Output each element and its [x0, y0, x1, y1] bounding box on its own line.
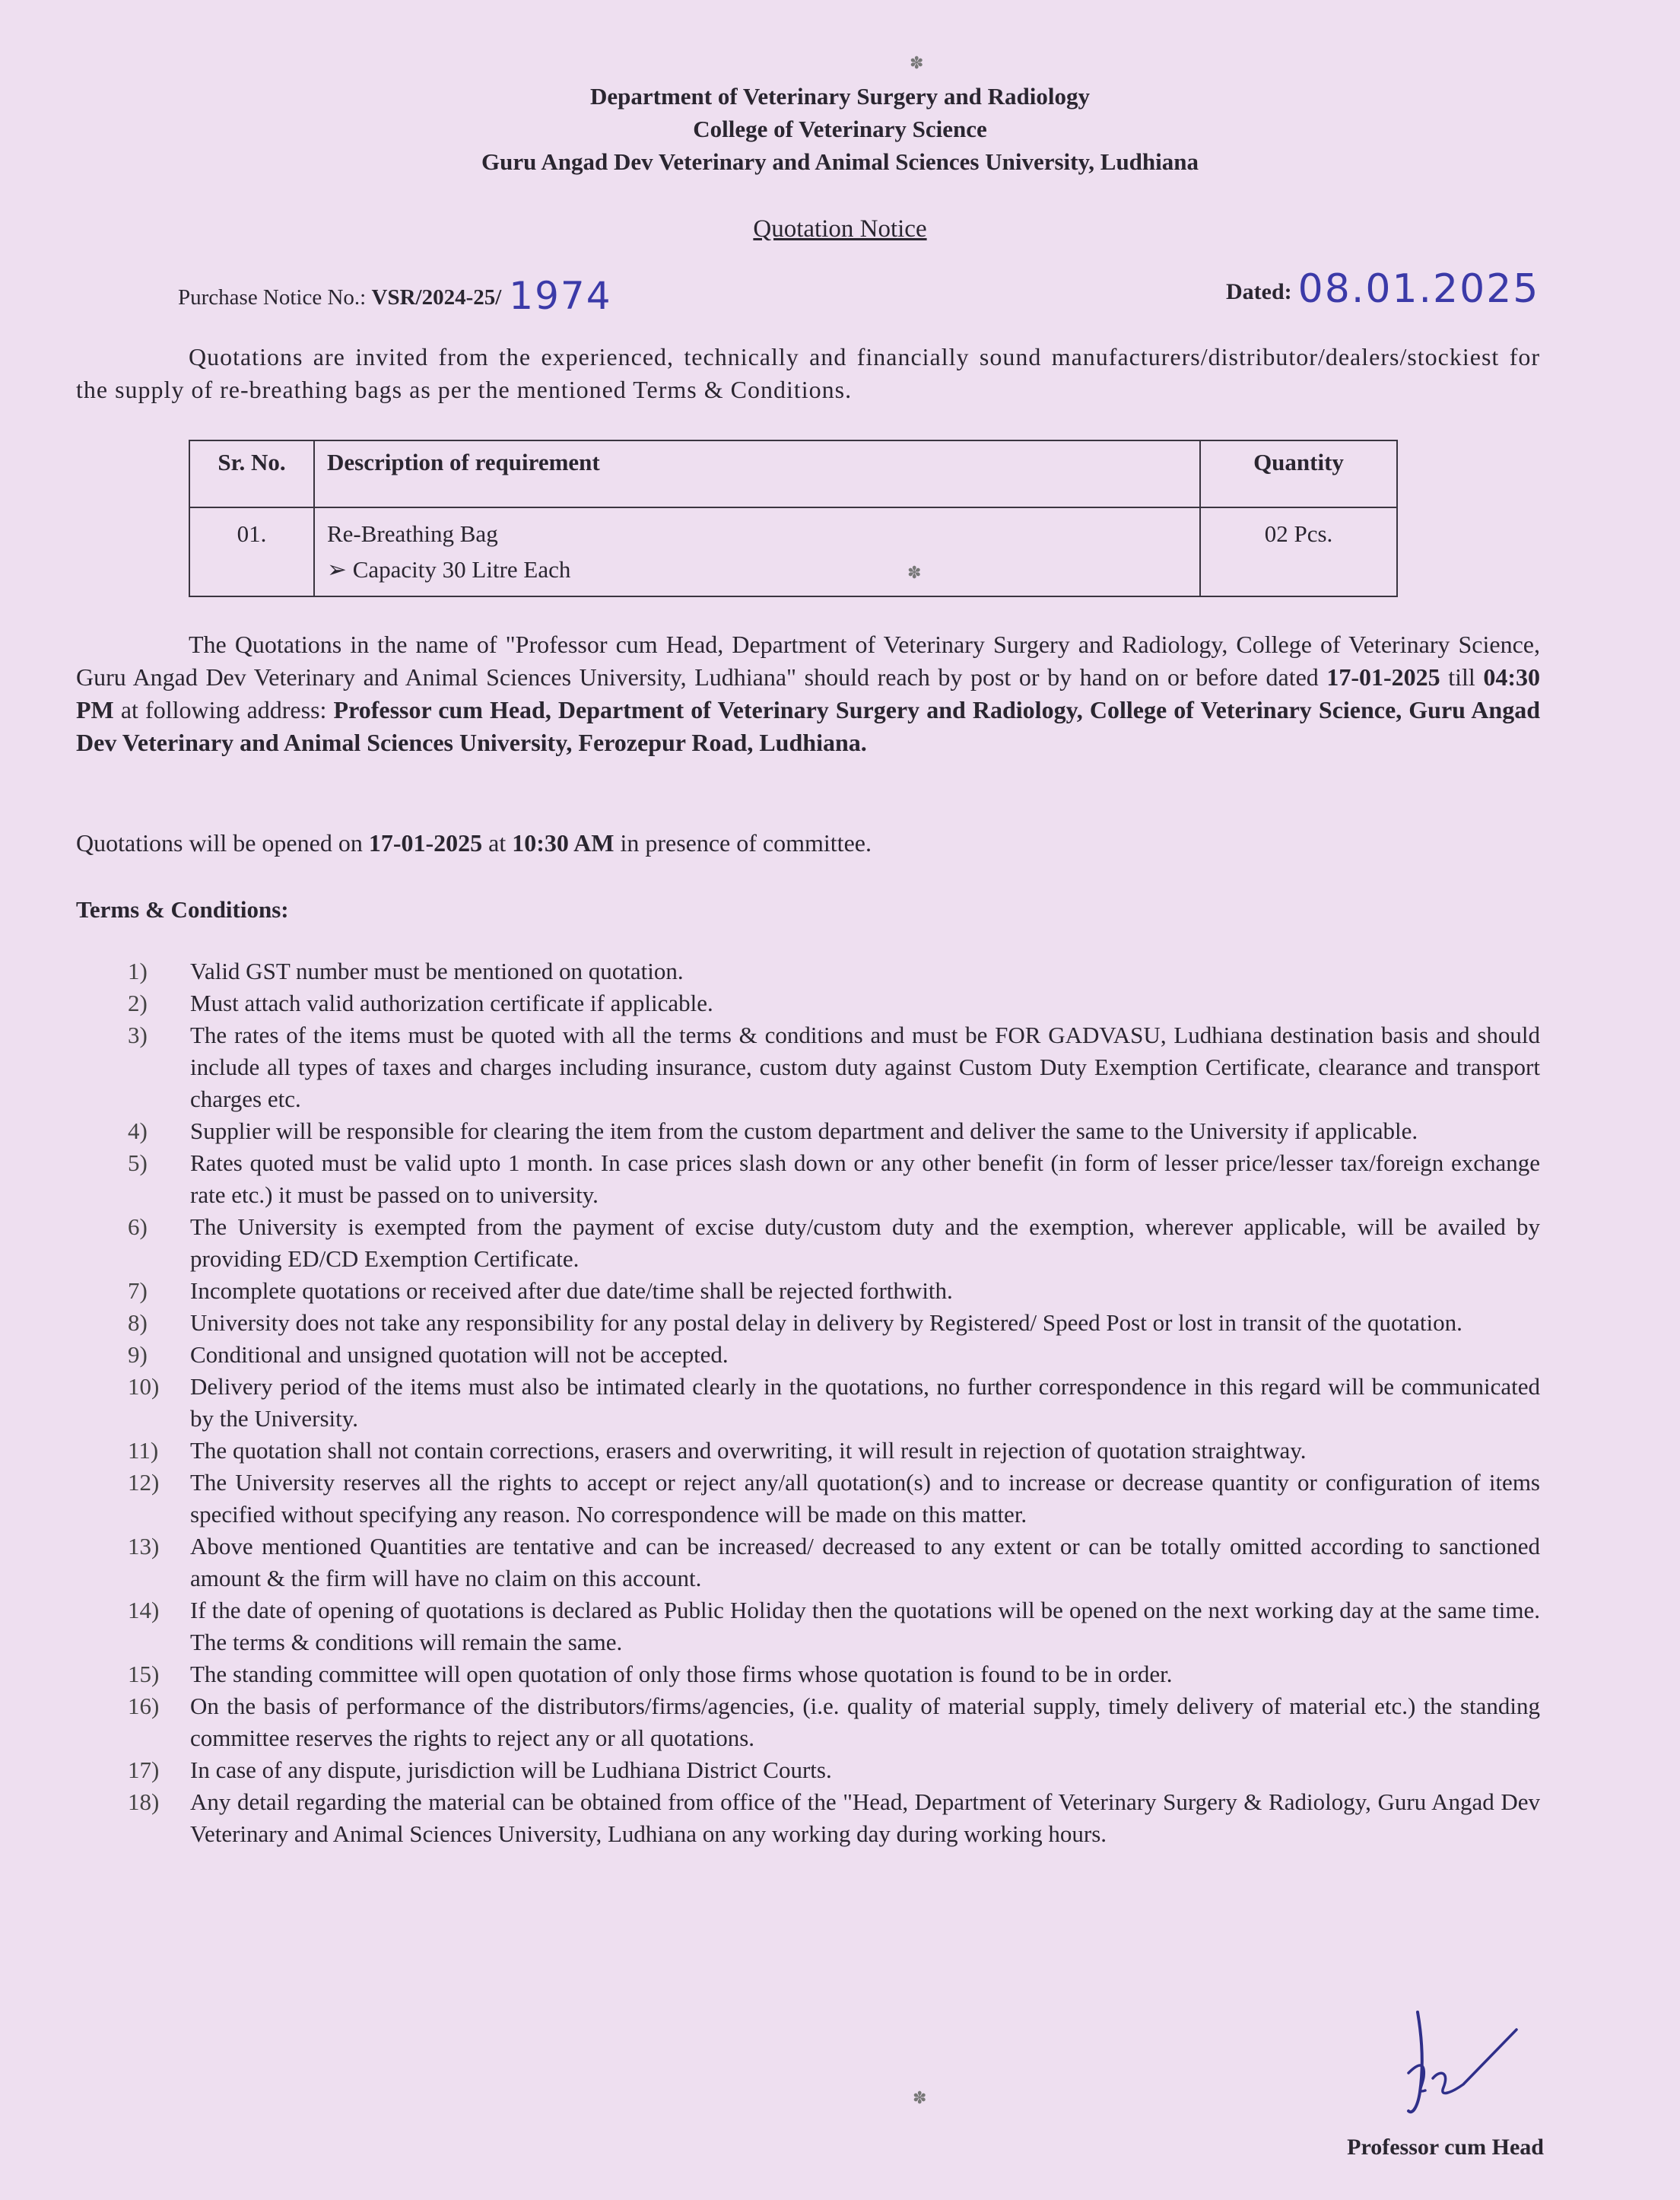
term-number: 16)	[128, 1693, 160, 1719]
handwritten-notice-number: 1974	[509, 274, 612, 318]
table-header-row	[189, 440, 1397, 507]
term-number: 18)	[128, 1788, 160, 1815]
term-number: 9)	[128, 1341, 148, 1368]
list-item	[76, 1307, 1540, 1339]
term-number: 7)	[128, 1277, 148, 1304]
term-number: 14)	[128, 1597, 160, 1623]
term-text: Rates quoted must be valid upto 1 month. In case prices slash down or any other benefit (in form of lesser price/lesser tax/foreign exchange rate etc.) it must be passed on to university.	[190, 1149, 1540, 1208]
list-item	[76, 1275, 1540, 1307]
submission-time: 04:30 PM	[76, 663, 1540, 723]
header-quantity: Quantity	[1200, 440, 1397, 507]
university-name: Guru Angad Dev Veterinary and Animal Sciences University, Ludhiana	[481, 148, 1199, 175]
term-text: The rates of the items must be quoted with all the terms & conditions and must be FOR GADVASU, Ludhiana destination basis and should include all types of taxes and charges including insurance, custom duty against Custom Duty Exemption Certificate, clearance and transport charges etc.	[190, 1022, 1540, 1112]
cell-sr-no: 01.	[189, 507, 314, 596]
term-number: 2)	[128, 990, 148, 1016]
submission-text-2: till	[1440, 663, 1484, 691]
list-item	[76, 1339, 1540, 1371]
header-description: Description of requirement	[314, 440, 1200, 507]
term-number: 15)	[128, 1661, 160, 1687]
submission-text-1: The Quotations in the name of "Professor cum Head, Department of Veterinary Surgery and Radiology, College of Veterinary Science, Guru Angad Dev Veterinary and Animal Sciences University, Ludhiana" should reach by post or by hand on or before dated	[76, 631, 1540, 691]
list-item	[76, 1147, 1540, 1211]
list-item	[76, 955, 1540, 987]
department-name: Department of Veterinary Surgery and Radiology	[590, 83, 1090, 110]
list-item	[76, 1019, 1540, 1115]
term-text: If the date of opening of quotations is declared as Public Holiday then the quotations will be opened on the next working day at the same time. The terms & conditions will remain the same.	[190, 1597, 1540, 1655]
submission-text-3: at following address:	[113, 696, 334, 723]
list-item	[76, 1754, 1540, 1786]
term-text: Above mentioned Quantities are tentative and can be increased/ decreased to any extent or can be totally omitted according to sanctioned amount & the firm will have no claim on this account.	[190, 1533, 1540, 1591]
term-number: 8)	[128, 1309, 148, 1336]
term-text: Delivery period of the items must also be intimated clearly in the quotations, no further correspondence in this regard will be communicated by the University.	[190, 1373, 1540, 1432]
term-number: 11)	[128, 1437, 159, 1464]
list-item	[76, 1531, 1540, 1594]
scan-speck: ✽	[910, 53, 924, 72]
opening-time: 10:30 AM	[512, 829, 615, 857]
notice-title: Quotation Notice	[753, 215, 927, 243]
purchase-notice-label: Purchase Notice No.:	[178, 285, 367, 310]
dated-label: Dated:	[1226, 279, 1292, 304]
term-text: On the basis of performance of the distributors/firms/agencies, (i.e. quality of material supply, timely delivery of material etc.) the standing committee reserves the rights to reject any or all quotations.	[190, 1693, 1540, 1751]
term-text: The University reserves all the rights to accept or reject any/all quotation(s) and to increase or decrease quantity or configuration of items specified without specifying any reason. No correspondence will be made on this matter.	[190, 1469, 1540, 1528]
term-number: 1)	[128, 958, 148, 984]
term-text: University does not take any responsibility for any postal delay in delivery by Registered/ Speed Post or lost in transit of the quotation.	[190, 1309, 1462, 1336]
term-text: The standing committee will open quotation of only those firms whose quotation is found to be in order.	[190, 1661, 1173, 1687]
list-item	[76, 1658, 1540, 1690]
term-number: 13)	[128, 1533, 160, 1559]
intro-paragraph: Quotations are invited from the experienced, technically and financially sound manufacturers/distributor/dealers/stockiest for the supply of re-breathing bags as per the mentioned Terms & Conditions.	[76, 343, 1540, 403]
opening-text-3: in presence of committee.	[614, 829, 872, 857]
opening-text-2: at	[482, 829, 513, 857]
term-text: In case of any dispute, jurisdiction will be Ludhiana District Courts.	[190, 1757, 832, 1783]
list-item	[76, 1371, 1540, 1435]
term-number: 3)	[128, 1022, 148, 1048]
term-number: 5)	[128, 1149, 148, 1176]
term-number: 12)	[128, 1469, 160, 1496]
list-item	[76, 1690, 1540, 1754]
term-number: 17)	[128, 1757, 160, 1783]
opening-text-1: Quotations will be opened on	[76, 829, 369, 857]
term-text: Incomplete quotations or received after due date/time shall be rejected forthwith.	[190, 1277, 953, 1304]
requirement-table	[189, 440, 1398, 597]
list-item	[76, 1594, 1540, 1658]
notice-date	[1226, 266, 1539, 312]
list-item	[76, 1786, 1540, 1850]
term-text: Any detail regarding the material can be obtained from office of the "Head, Department of Veterinary Surgery & Radiology, Guru Angad Dev Veterinary and Animal Sciences University, Ludhiana on any working day during working hours.	[190, 1788, 1540, 1847]
handwritten-date: 08.01.2025	[1297, 266, 1540, 312]
term-number: 6)	[128, 1213, 148, 1240]
submission-address: Professor cum Head, Department of Veterinary Surgery and Radiology, College of Veterinary Science, Guru Angad Dev Veterinary and Animal Sciences University, Ferozepur Road, Ludhiana.	[76, 696, 1541, 756]
list-item	[76, 1115, 1540, 1147]
term-text: Conditional and unsigned quotation will not be accepted.	[190, 1341, 729, 1368]
terms-heading: Terms & Conditions:	[76, 896, 289, 923]
item-capacity: ➢ Capacity 30 Litre Each	[327, 556, 571, 583]
header-sr-no: Sr. No.	[189, 440, 314, 507]
term-number: 4)	[128, 1117, 148, 1144]
opening-paragraph	[76, 827, 1540, 860]
term-text: Must attach valid authorization certificate if applicable.	[190, 990, 713, 1016]
table-row	[189, 507, 1397, 596]
submission-paragraph	[76, 628, 1540, 759]
purchase-notice-number	[178, 274, 612, 318]
term-number: 10)	[128, 1373, 160, 1400]
item-name: Re-Breathing Bag	[327, 520, 498, 547]
submission-date: 17-01-2025	[1326, 663, 1440, 691]
cell-description	[314, 507, 1200, 596]
term-text: Valid GST number must be mentioned on quotation.	[190, 958, 684, 984]
handwritten-signature	[1378, 2008, 1530, 2122]
term-text: Supplier will be responsible for clearing the item from the custom department and deliver the same to the University if applicable.	[190, 1117, 1418, 1144]
term-text: The University is exempted from the payment of excise duty/custom duty and the exemption, wherever applicable, will be availed by providing ED/CD Exemption Certificate.	[190, 1213, 1540, 1272]
opening-date: 17-01-2025	[368, 829, 483, 857]
list-item	[76, 1211, 1540, 1275]
cell-quantity: 02 Pcs.	[1200, 507, 1397, 596]
signatory-title: Professor cum Head	[1347, 2135, 1544, 2160]
terms-list	[76, 955, 1540, 1850]
list-item	[76, 1467, 1540, 1531]
scan-speck: ✽	[913, 2088, 927, 2107]
term-text: The quotation shall not contain corrections, erasers and overwriting, it will result in rejection of quotation straightway.	[190, 1437, 1307, 1464]
letterhead	[0, 80, 1680, 178]
college-name: College of Veterinary Science	[693, 116, 987, 142]
scan-speck: ✽	[907, 563, 922, 582]
list-item	[76, 1435, 1540, 1467]
list-item	[76, 987, 1540, 1019]
purchase-notice-prefix: VSR/2024-25/	[371, 285, 502, 310]
